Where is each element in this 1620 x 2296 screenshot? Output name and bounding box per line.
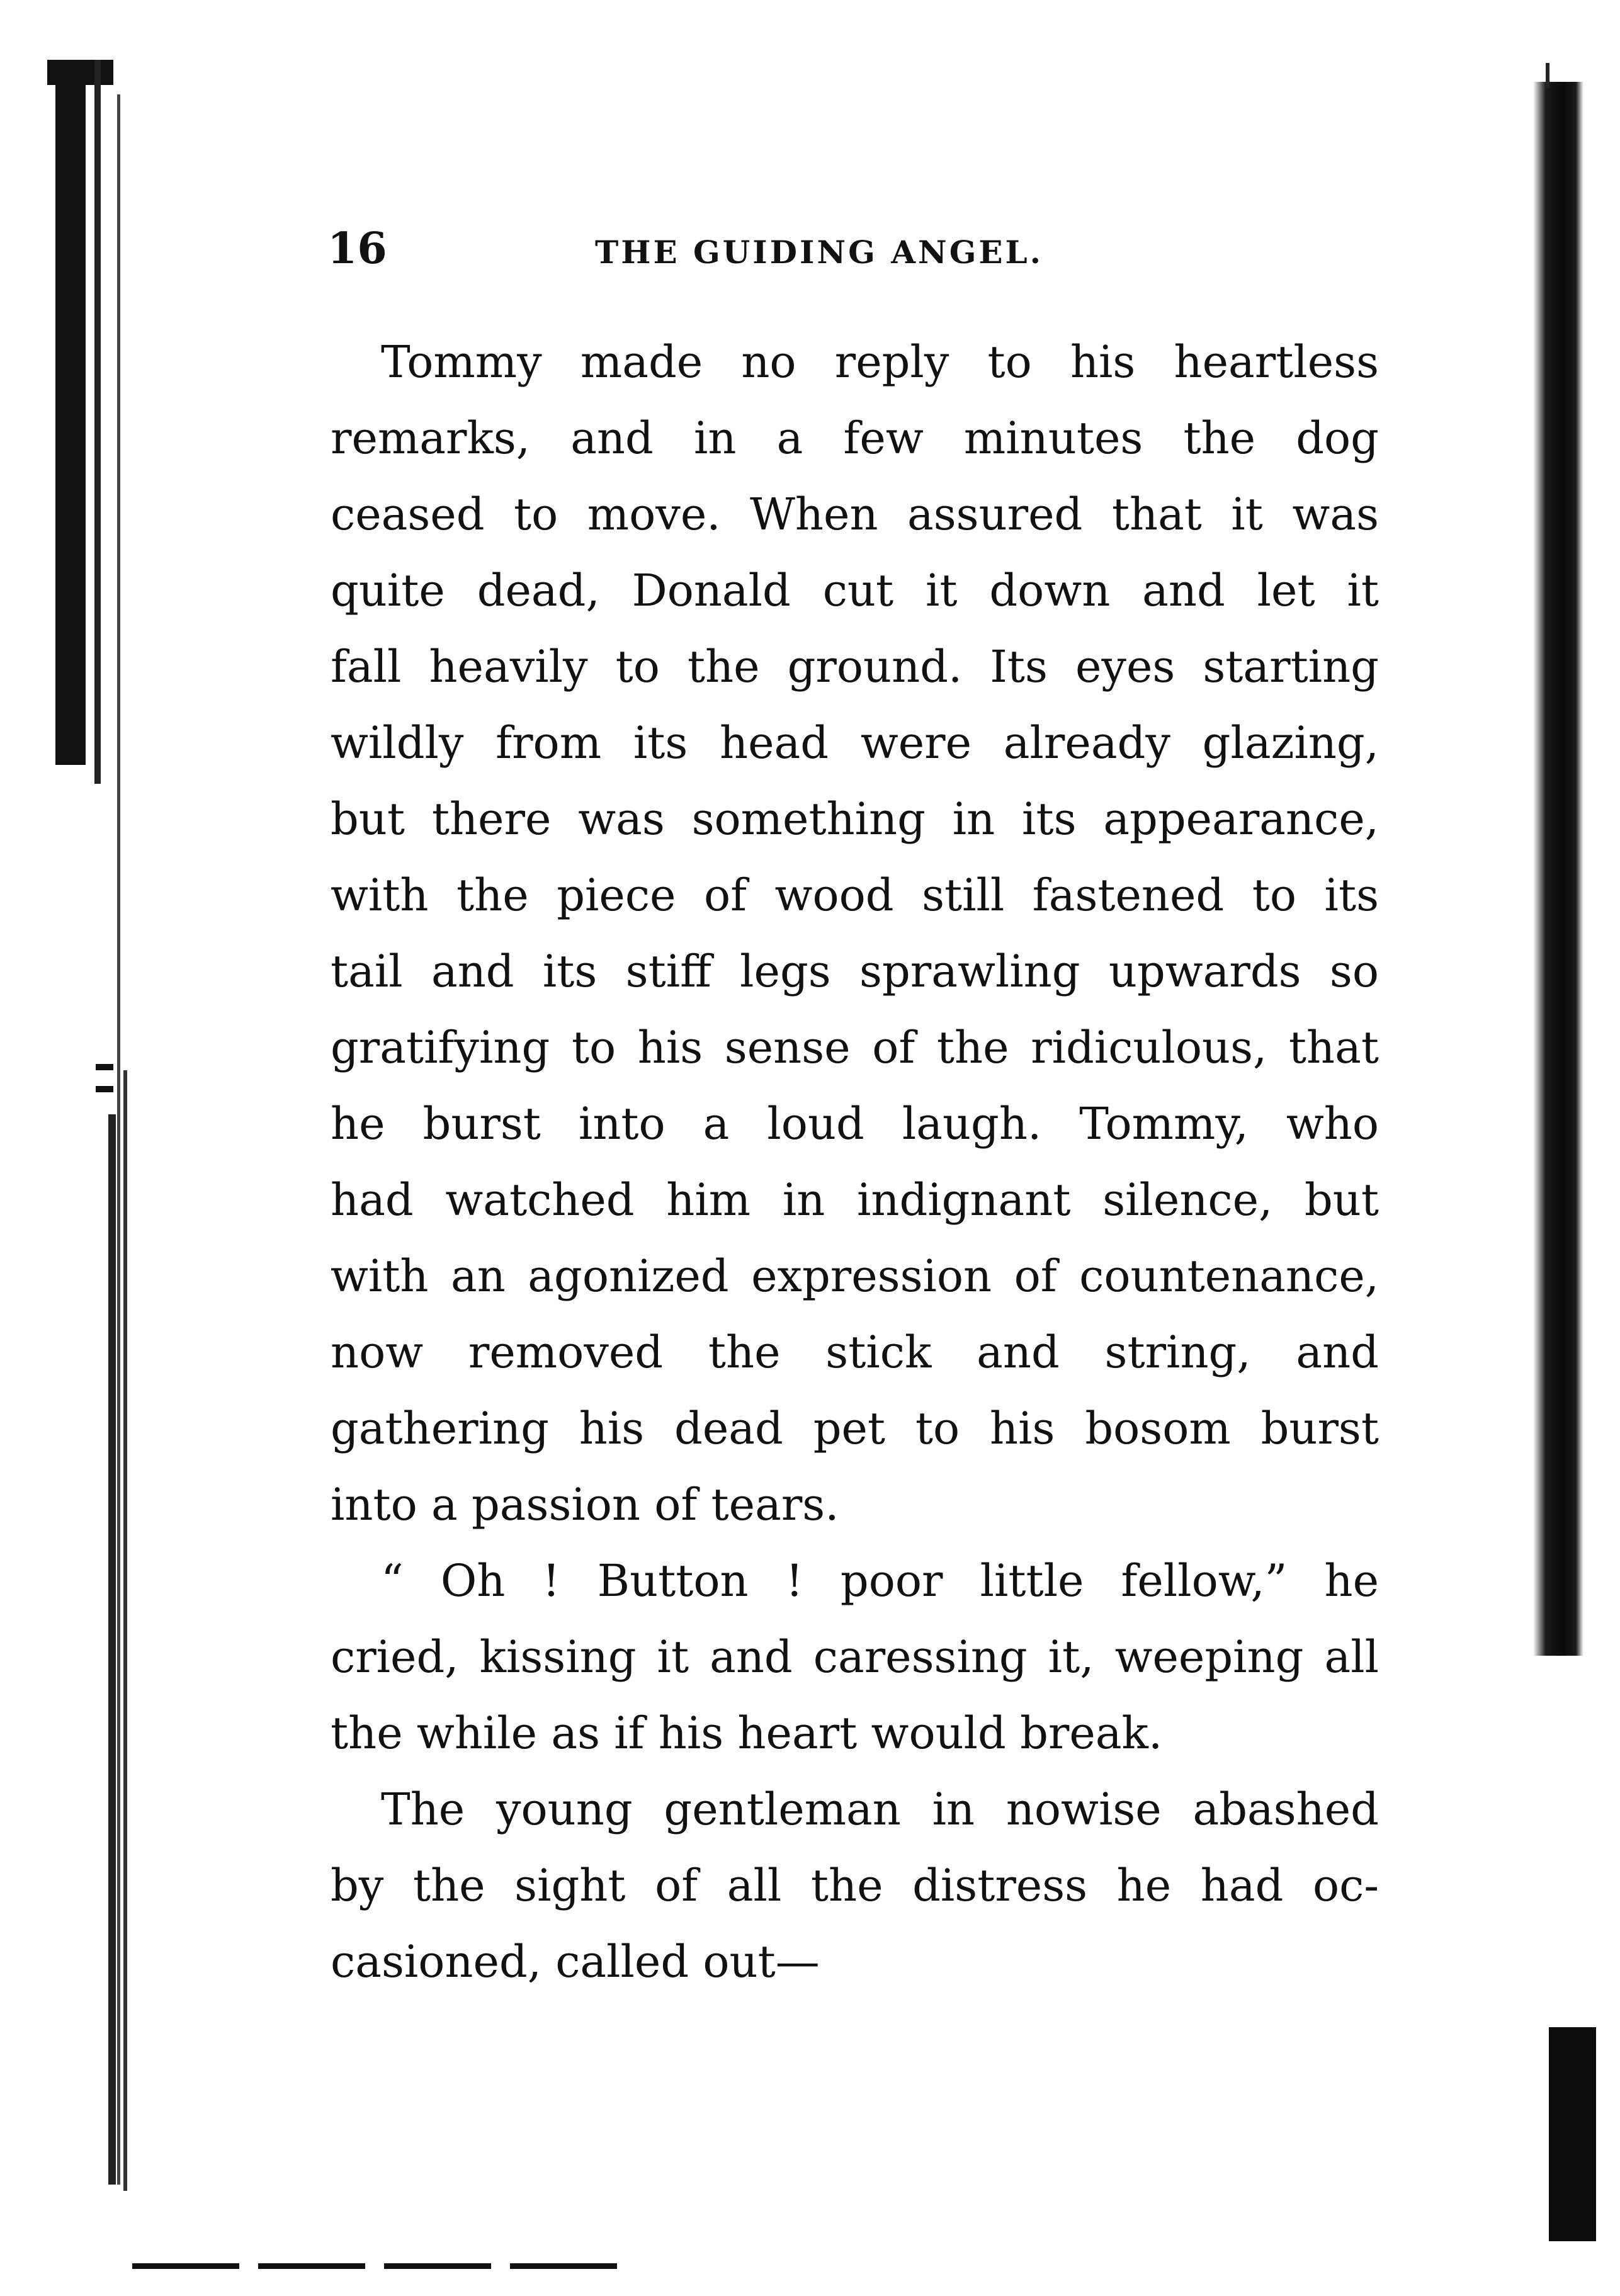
binding-edge-line bbox=[117, 94, 120, 2185]
text-line: gathering his dead pet to his bosom burst bbox=[331, 1403, 1379, 1454]
bottom-edge-rule bbox=[132, 2263, 636, 2269]
text-line: remarks, and in a few minutes the dog bbox=[331, 412, 1379, 464]
text-line: by the sight of all the distress he had oc- bbox=[331, 1860, 1379, 1911]
running-title: THE GUIDING ANGEL. bbox=[595, 234, 1044, 271]
text-line: casioned, called out— bbox=[331, 1936, 820, 1988]
page-number: 16 bbox=[327, 223, 387, 274]
text-line: now removed the stick and string, and bbox=[331, 1326, 1379, 1378]
text-line: Tommy made no reply to his heartless bbox=[381, 336, 1379, 388]
text-line: The young gentleman in nowise abashed bbox=[381, 1784, 1379, 1835]
binding-edge-dash bbox=[96, 1086, 113, 1092]
text-line: had watched him in indignant silence, but bbox=[331, 1174, 1379, 1226]
paragraph bbox=[331, 1543, 1379, 1772]
right-edge-tick bbox=[1546, 63, 1549, 88]
text-line: wildly from its head were already glazing, bbox=[331, 717, 1379, 769]
binding-edge-mark bbox=[94, 60, 101, 784]
binding-edge-mark bbox=[108, 1114, 116, 2185]
text-line: cried, kissing it and caressing it, weeping all bbox=[331, 1631, 1379, 1683]
text-line: the while as if his heart would break. bbox=[331, 1707, 1163, 1759]
text-line: ceased to move. When assured that it was bbox=[331, 489, 1379, 540]
binding-edge-mark bbox=[55, 60, 86, 765]
text-line: with the piece of wood still fastened to its bbox=[331, 869, 1379, 921]
paragraph bbox=[331, 1772, 1379, 2000]
paragraph bbox=[331, 324, 1379, 1543]
text-line: gratifying to his sense of the ridiculous, that bbox=[331, 1022, 1379, 1073]
binding-edge-dash bbox=[96, 1064, 113, 1070]
right-page-shadow bbox=[1549, 2027, 1596, 2241]
text-line: with an agonized expression of countenance, bbox=[331, 1250, 1379, 1302]
text-line: he burst into a loud laugh. Tommy, who bbox=[331, 1098, 1379, 1150]
text-line: “ Oh ! Button ! poor little fellow,” he bbox=[381, 1555, 1379, 1607]
body-text bbox=[331, 324, 1379, 2000]
text-line: quite dead, Donald cut it down and let it bbox=[331, 565, 1379, 616]
text-line: fall heavily to the ground. Its eyes starting bbox=[331, 641, 1379, 693]
running-head bbox=[327, 223, 1102, 274]
text-line: tail and its stiff legs sprawling upwards so bbox=[331, 946, 1379, 997]
text-line: into a passion of tears. bbox=[331, 1479, 839, 1530]
right-page-shadow bbox=[1533, 82, 1583, 1656]
text-line: but there was something in its appearance, bbox=[331, 793, 1379, 845]
binding-edge-line bbox=[123, 1070, 127, 2191]
